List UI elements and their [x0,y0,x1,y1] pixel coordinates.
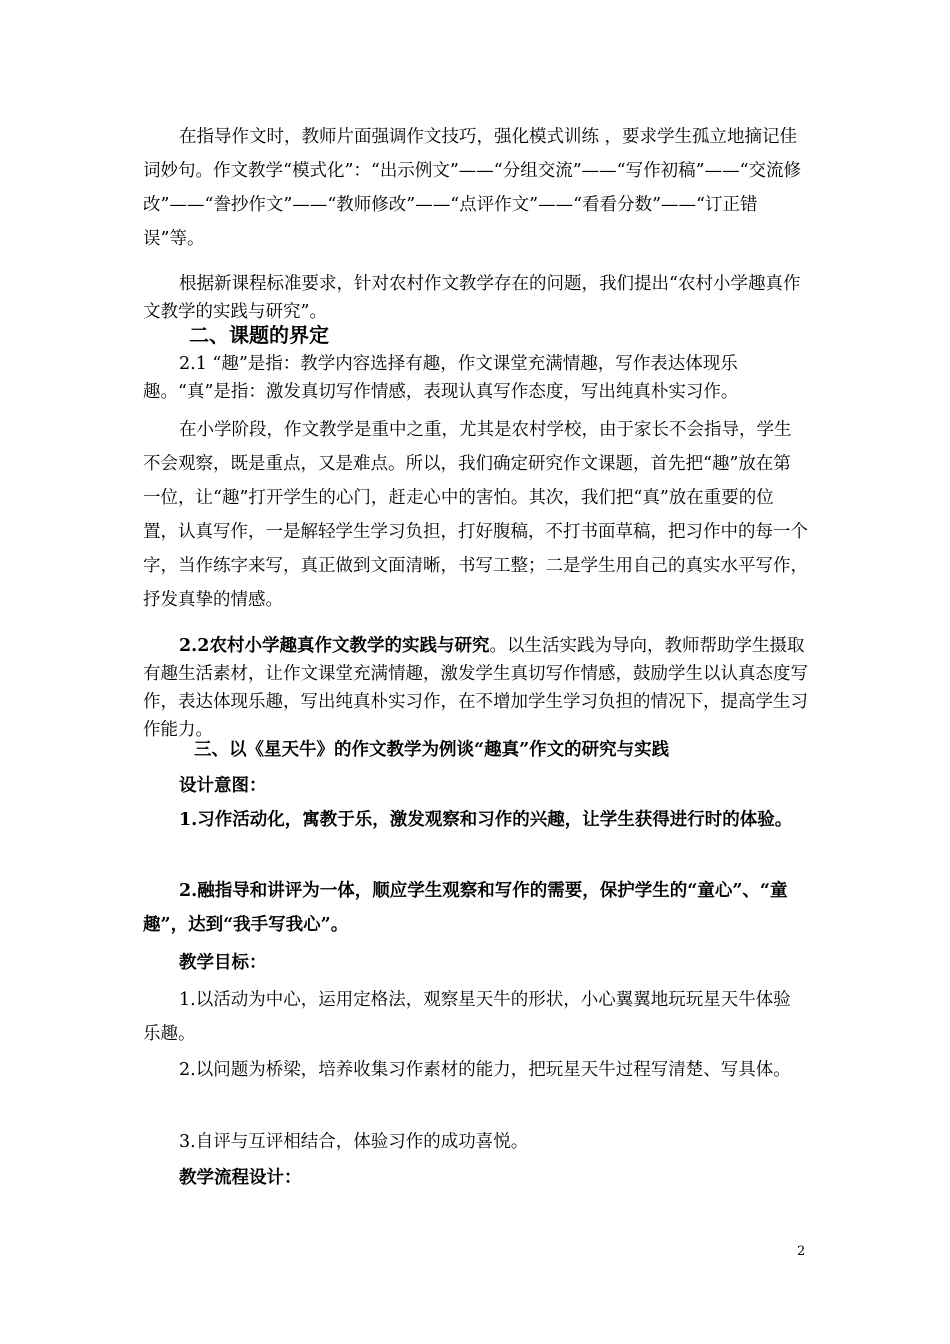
design-intent-title: 设计意图： [179,776,267,796]
section-heading-3: 三、以《星天牛》的作文教学为例谈“趣真”作文的研究与实践 [194,740,670,760]
teaching-goal-1: 1.以活动为中心，运用定格法，观察星天牛的形状，小心翼翼地玩玩星天牛体验乐趣。 [143,990,791,1044]
design-intent-item-1: 1.习作活动化，寓教于乐，激发观察和习作的兴趣，让学生获得进行时的体验。 [179,810,793,830]
design-intent-item-2: 2.融指导和讲评为一体，顺应学生观察和写作的需要，保护学生的“童心”、“童趣”，达到“我手写我心”。 [143,881,788,935]
teaching-goals-title: 教学目标： [179,953,267,973]
paragraph-teaching-mode: 在指导作文时，教师片面强调作文技巧，强化模式训练 ，要求学生孤立地摘记佳词妙句。作文教学“模式化”：“出示例文”——“分组交流”——“写作初稿”——“交流修改”——“誊抄作文”——“教师修改”——“点评作文”——“看看分数”——“订正错误”等。 [143,127,802,249]
paragraph-primary-stage: 在小学阶段，作文教学是重中之重，尤其是农村学校，由于家长不会指导，学生不会观察，既是重点，又是难点。所以，我们确定研究作文课题，首先把“趣”放在第一位，让“趣”打开学生的心门，赶走心中的害怕。其次，我们把“真”放在重要的位置，认真写作，一是解轻学生学习负担，打好腹稿，不打书面草稿，把习作中的每一个字，当作练字来写，真正做到文面清晰，书写工整；二是学生用自己的真实水平写作，抒发真挚的情感。 [143,420,808,610]
paragraph-definition: 2.1 “趣”是指：教学内容选择有趣，作文课堂充满情趣，写作表达体现乐趣。“真”是指：激发真切写作情感，表现认真写作态度，写出纯真朴实习作。 [143,354,739,402]
paragraph-practice-research-lead: 2.2农村小学趣真作文教学的实践与研究 [179,636,490,656]
section-heading-2: 二、课题的界定 [189,323,329,347]
teaching-goal-3: 3.自评与互评相结合，体验习作的成功喜悦。 [179,1132,529,1152]
teaching-flow-title: 教学流程设计： [179,1168,302,1188]
paragraph-practice-research [143,632,808,744]
page-number: 2 [797,1244,806,1259]
teaching-goal-2: 2.以问题为桥梁，培养收集习作素材的能力，把玩星天牛过程写清楚、写具体。 [179,1060,791,1080]
paragraph-proposal: 根据新课程标准要求，针对农村作文教学存在的问题，我们提出“农村小学趣真作文教学的实践与研究”。 [143,274,801,322]
paragraph-practice-research-body: 。以生活实践为导向，教师帮助学生摄取有趣生活素材，让作文课堂充满情趣，激发学生真切写作情感，鼓励学生以认真态度写作，表达体现乐趣，写出纯真朴实习作，在不增加学生学习负担的情况下，提高学生习作能力。 [143,636,808,740]
